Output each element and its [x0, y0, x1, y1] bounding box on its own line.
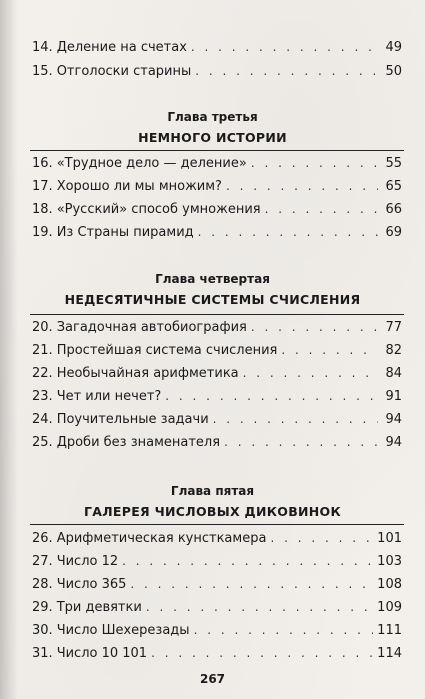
entry-page: 111: [377, 623, 402, 638]
chapter-title: ГАЛЕРЕЯ ЧИСЛОВЫХ ДИКОВИНОК: [84, 504, 341, 519]
dot-leader: [270, 527, 373, 549]
entry-page: 109: [377, 600, 402, 615]
entry-title: Дроби без знаменателя: [56, 435, 221, 450]
dot-leader: [130, 573, 373, 595]
entry-page: 101: [377, 531, 402, 546]
toc-entry: [32, 408, 402, 430]
entry-number: 25.: [32, 435, 53, 450]
entry-title: Необычайная арифметика: [56, 366, 239, 381]
entry-page: 50: [385, 64, 402, 79]
chapter-label: Глава третья: [167, 110, 258, 124]
entry-number: 26.: [32, 531, 53, 546]
toc-entry: [32, 619, 402, 641]
dot-leader: [243, 362, 378, 384]
toc-entry: [32, 527, 402, 549]
entry-number: 27.: [32, 554, 53, 569]
dot-leader: [194, 619, 374, 641]
chapter-title: НЕМНОГО ИСТОРИИ: [138, 130, 287, 145]
dot-leader: [146, 596, 373, 618]
toc-entry: [32, 362, 402, 384]
toc-entry: [32, 642, 402, 664]
entry-title: Из Страны пирамид: [56, 225, 194, 240]
entry-page: 55: [385, 156, 402, 171]
entry-number: 19.: [32, 225, 53, 240]
entry-number: 24.: [32, 412, 53, 427]
entry-page: 77: [385, 320, 402, 335]
dot-leader: [251, 152, 378, 174]
chapter-label: Глава четвертая: [155, 272, 270, 286]
toc-entry: [32, 60, 402, 82]
entry-number: 17.: [32, 179, 53, 194]
dot-leader: [251, 316, 378, 338]
page-gutter-shadow: [0, 0, 18, 699]
chapter-divider: [30, 314, 404, 315]
chapter-divider: [30, 524, 404, 525]
toc-entry: [32, 316, 402, 338]
entry-title: «Русский» способ умножения: [56, 202, 261, 217]
dot-leader: [213, 408, 378, 430]
entry-title: Загадочная автобиография: [56, 320, 247, 335]
entry-page: 84: [385, 366, 402, 381]
entry-number: 23.: [32, 389, 53, 404]
chapter-divider: [30, 150, 404, 151]
entry-title: Поучительные задачи: [56, 412, 209, 427]
toc-entry: [32, 431, 402, 453]
dot-leader: [195, 60, 378, 82]
toc-entry: [32, 385, 402, 407]
toc-entry: [32, 152, 402, 174]
entry-page: 66: [385, 202, 402, 217]
toc-entry: [32, 175, 402, 197]
chapter-label: Глава пятая: [170, 484, 255, 498]
dot-leader: [191, 36, 378, 58]
entry-number: 21.: [32, 343, 53, 358]
entry-page: 114: [377, 646, 402, 661]
entry-title: Число 365: [56, 577, 127, 592]
entry-number: 16.: [32, 156, 53, 171]
toc-entry: [32, 198, 402, 220]
page-number: 267: [199, 672, 226, 686]
dot-leader: [224, 431, 378, 453]
entry-title: Хорошо ли мы множим?: [56, 179, 222, 194]
entry-number: 30.: [32, 623, 53, 638]
dot-leader: [281, 339, 378, 361]
entry-number: 15.: [32, 64, 53, 79]
dot-leader: [151, 642, 373, 664]
entry-title: Число 12: [56, 554, 119, 569]
entry-page: 65: [385, 179, 402, 194]
toc-entry: [32, 573, 402, 595]
entry-number: 29.: [32, 600, 53, 615]
entry-title: Простейшая система счисления: [56, 343, 278, 358]
entry-page: 69: [385, 225, 402, 240]
entry-title: Три девятки: [56, 600, 142, 615]
entry-page: 108: [377, 577, 402, 592]
entry-page: 94: [385, 435, 402, 450]
dot-leader: [198, 221, 378, 243]
entry-number: 31.: [32, 646, 53, 661]
entry-number: 22.: [32, 366, 53, 381]
toc-entry: [32, 339, 402, 361]
entry-title: Арифметическая кунсткамера: [56, 531, 267, 546]
dot-leader: [165, 385, 378, 407]
dot-leader: [226, 175, 378, 197]
entry-number: 18.: [32, 202, 53, 217]
entry-title: Число Шехерезады: [56, 623, 190, 638]
chapter-title: НЕДЕСЯТИЧНЫЕ СИСТЕМЫ СЧИСЛЕНИЯ: [64, 292, 361, 307]
dot-leader: [122, 550, 373, 572]
entry-title: Чет или нечет?: [56, 389, 162, 404]
entry-number: 20.: [32, 320, 53, 335]
dot-leader: [265, 198, 378, 220]
entry-page: 82: [385, 343, 402, 358]
toc-entry: [32, 36, 402, 58]
entry-page: 91: [385, 389, 402, 404]
entry-number: 14.: [32, 40, 53, 55]
entry-title: «Трудное дело — деление»: [56, 156, 247, 171]
entry-page: 103: [377, 554, 402, 569]
entry-title: Отголоски старины: [56, 64, 192, 79]
entry-page: 49: [385, 40, 402, 55]
entry-title: Число 10 101: [56, 646, 148, 661]
toc-entry: [32, 221, 402, 243]
entry-title: Деление на счетах: [56, 40, 187, 55]
toc-entry: [32, 550, 402, 572]
toc-entry: [32, 596, 402, 618]
entry-number: 28.: [32, 577, 53, 592]
entry-page: 94: [385, 412, 402, 427]
